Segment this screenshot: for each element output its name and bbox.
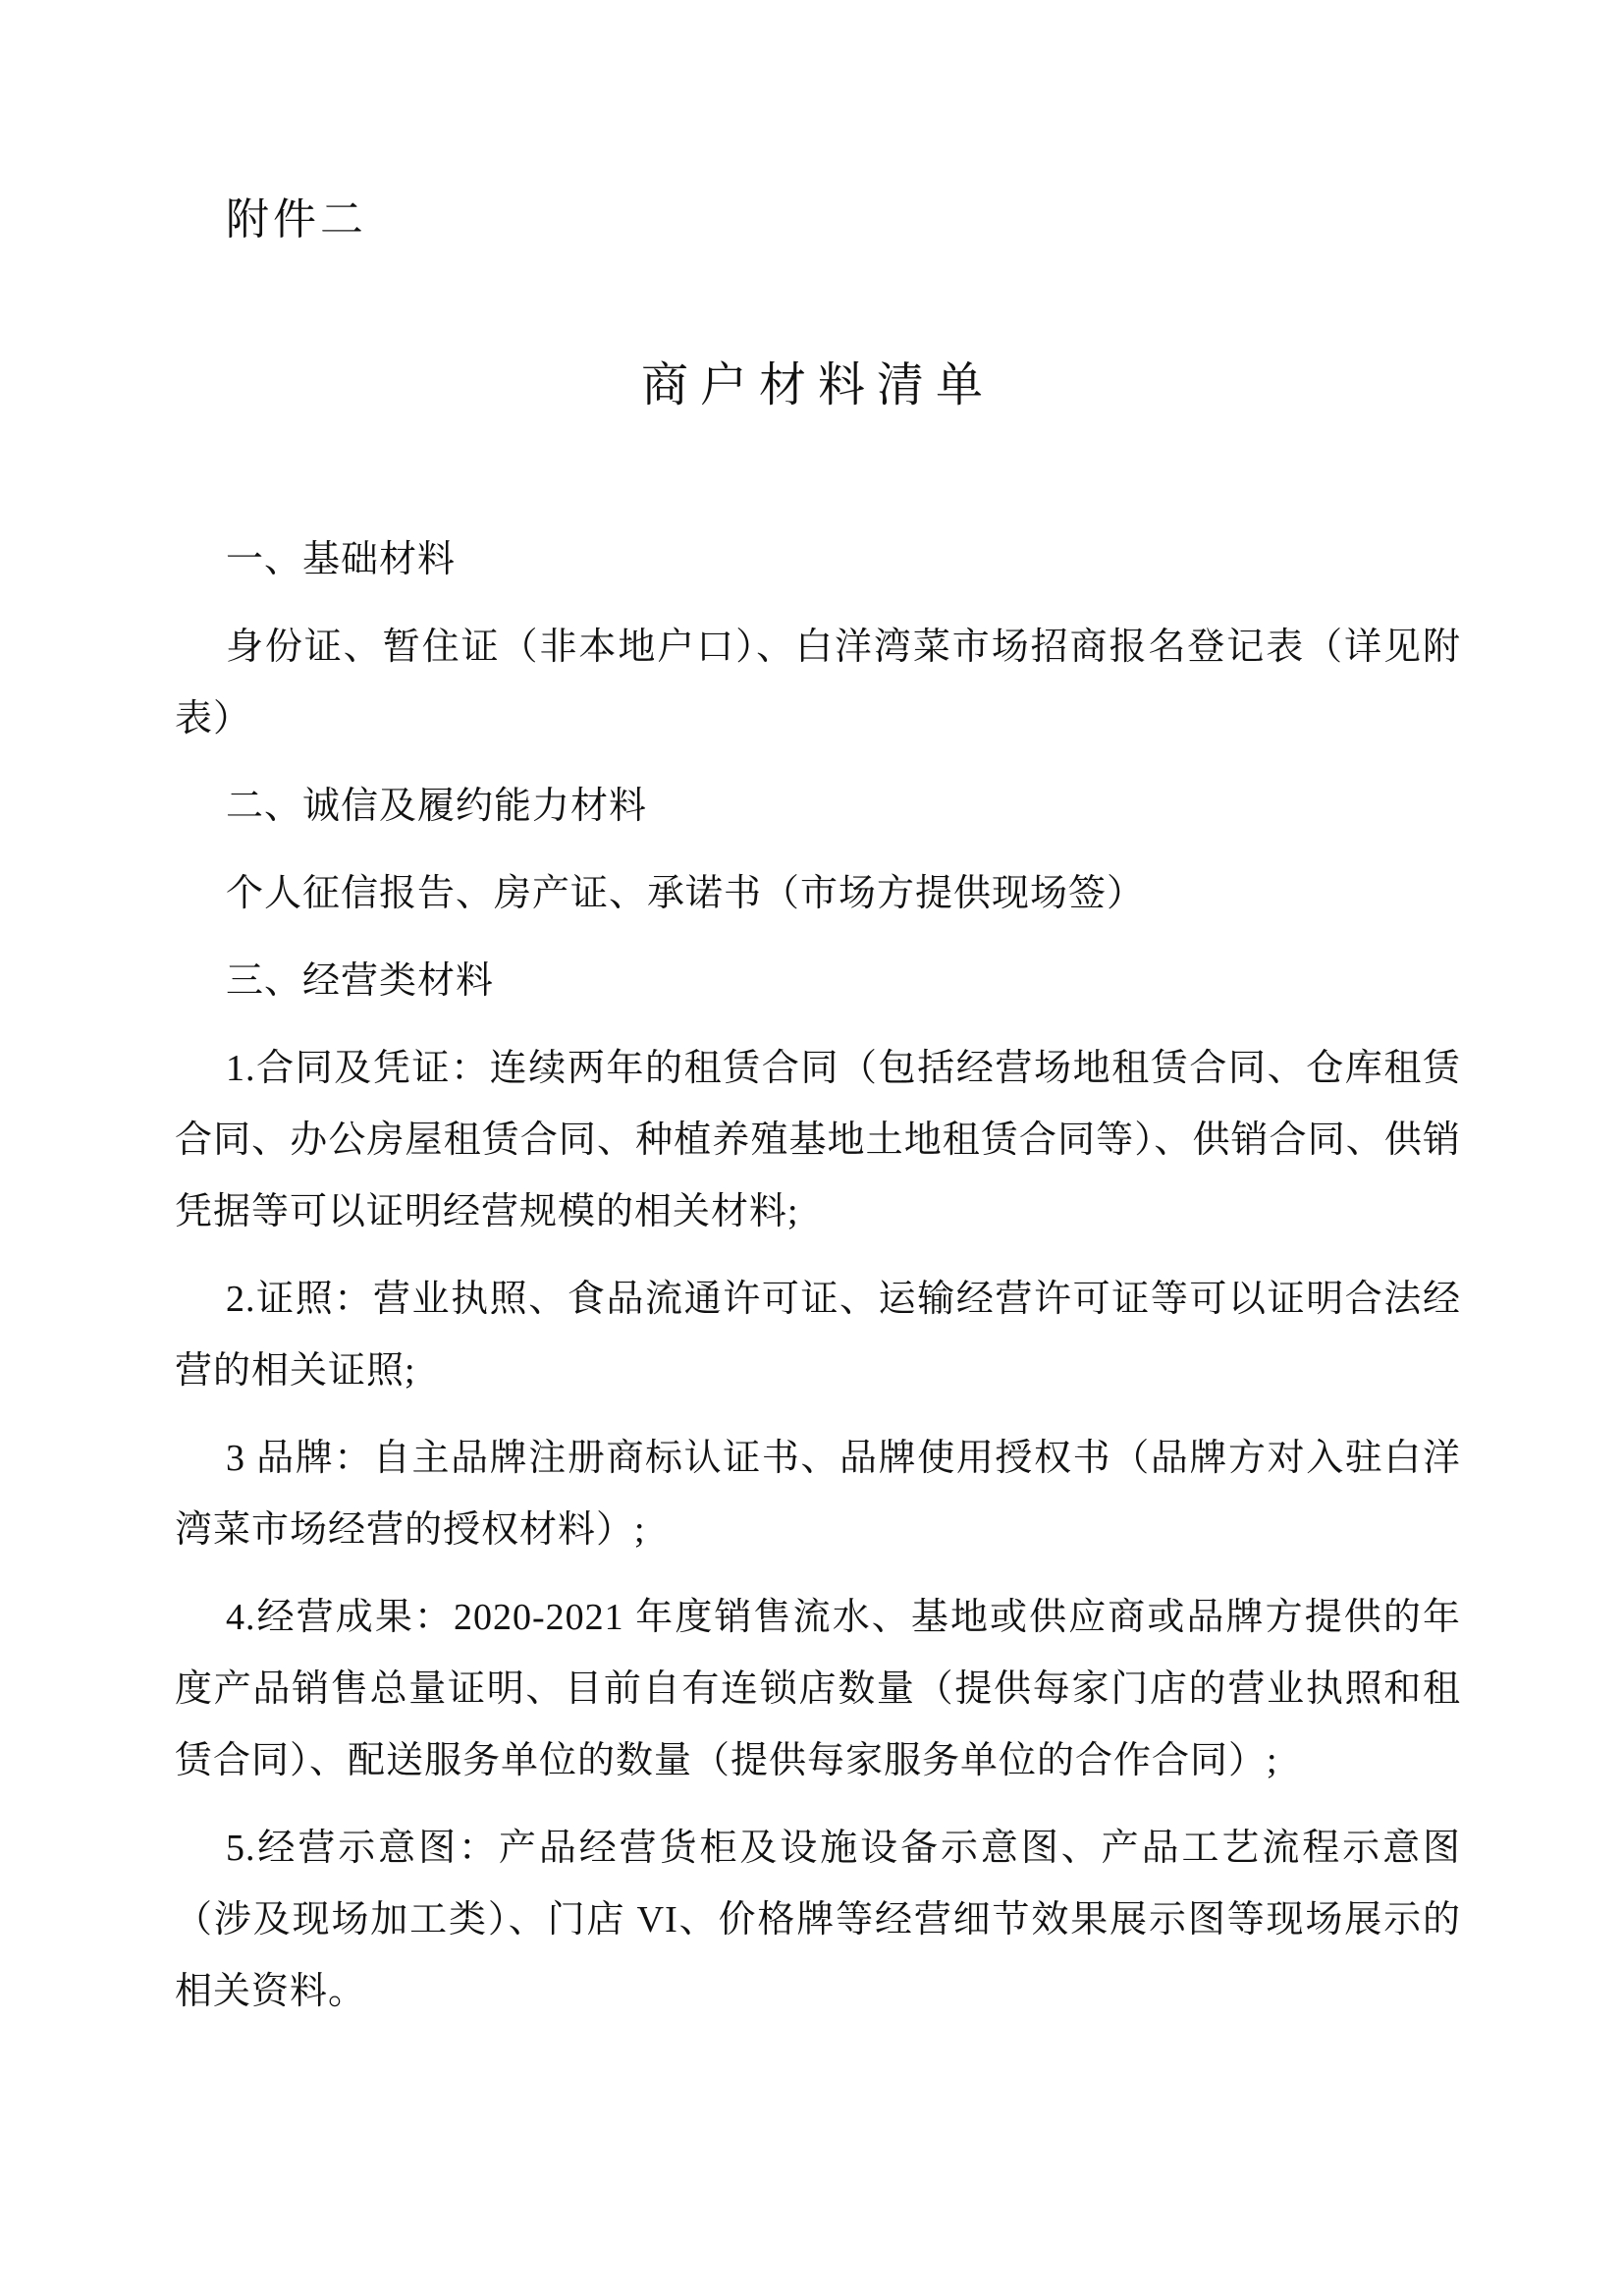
para-item-4-results: 4.经营成果：2020-2021 年度销售流水、基地或供应商或品牌方提供的年度产品销售总量证明、目前自有连锁店数量（提供每家门店的营业执照和租赁合同）、配送服务单位的数量（提供每家服务单位的合作合同）; (175, 1597, 1461, 1781)
heading-business-materials: 三、经营类材料 (226, 960, 495, 1002)
para-credit-materials: 个人征信报告、房产证、承诺书（市场方提供现场签） (226, 873, 1146, 914)
heading-credit-materials: 二、诚信及履约能力材料 (226, 786, 648, 827)
para-item-5-diagrams: 5.经营示意图：产品经营货柜及设施设备示意图、产品工艺流程示意图（涉及现场加工类）、门店 VI、价格牌等经营细节效果展示图等现场展示的相关资料。 (175, 1828, 1461, 2012)
document-title: 商户材料清单 (640, 359, 995, 411)
para-item-1-contracts: 1.合同及凭证：连续两年的租赁合同（包括经营场地租赁合同、仓库租赁合同、办公房屋租赁合同、种植养殖基地土地租赁合同等）、供销合同、供销凭据等可以证明经营规模的相关材料; (175, 1048, 1461, 1232)
para-item-3-brand: 3 品牌：自主品牌注册商标认证书、品牌使用授权书（品牌方对入驻白洋湾菜市场经营的授权材料）; (175, 1438, 1461, 1551)
heading-basic-materials: 一、基础材料 (226, 539, 457, 580)
para-item-2-licenses: 2.证照：营业执照、食品流通许可证、运输经营许可证等可以证明合法经营的相关证照; (175, 1279, 1461, 1392)
document-body (175, 524, 1461, 2028)
attachment-label: 附件二 (226, 195, 367, 244)
para-basic-materials: 身份证、暂住证（非本地户口）、白洋湾菜市场招商报名登记表（详见附表） (175, 627, 1461, 739)
